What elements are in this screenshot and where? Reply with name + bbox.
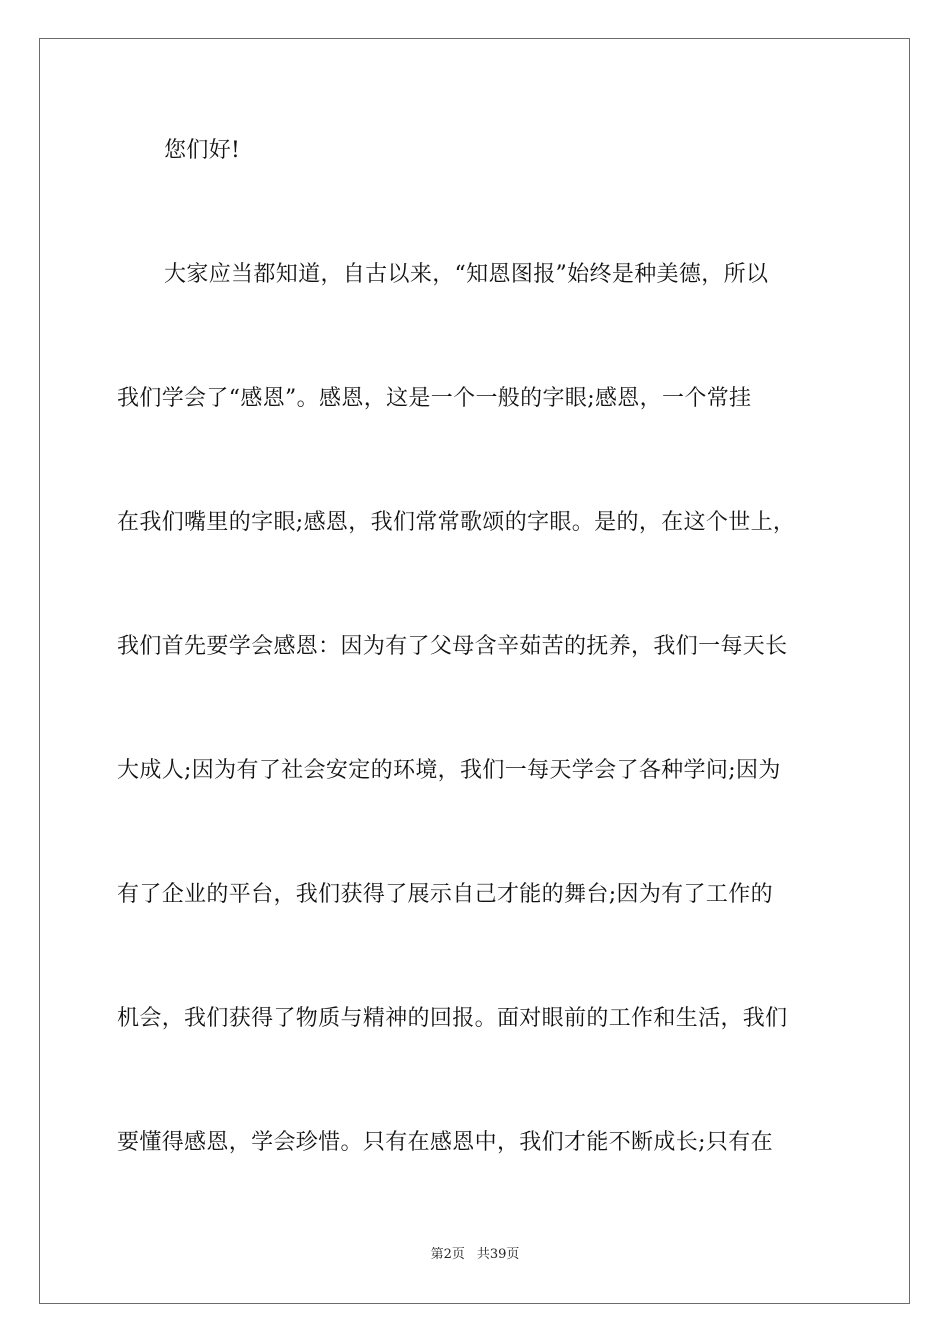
- paragraph-line: 大成人;因为有了社会安定的环境，我们一每天学会了各种学问;因为: [117, 758, 781, 783]
- greeting-line: 您们好!: [164, 138, 241, 163]
- page-total: 共39页: [476, 1247, 520, 1262]
- page-footer: [0, 1246, 950, 1264]
- paragraph-line: 在我们嘴里的字眼;感恩，我们常常歌颂的字眼。是的，在这个世上，: [117, 510, 796, 535]
- paragraph-line: 要懂得感恩，学会珍惜。只有在感恩中，我们才能不断成长;只有在: [117, 1130, 773, 1155]
- paragraph-line: 我们学会了“感恩”。感恩，这是一个一般的字眼;感恩，一个常挂: [117, 386, 752, 411]
- page-frame: [39, 38, 910, 1304]
- paragraph-line: 大家应当都知道，自古以来，“知恩图报”始终是种美德，所以: [164, 262, 769, 287]
- paragraph-line: 有了企业的平台，我们获得了展示自己才能的舞台;因为有了工作的: [117, 882, 773, 907]
- paragraph-line: 我们首先要学会感恩：因为有了父母含辛茹苦的抚养，我们一每天长: [117, 634, 788, 659]
- page-number: 第2页: [430, 1247, 465, 1262]
- paragraph-line: 机会，我们获得了物质与精神的回报。面对眼前的工作和生活，我们: [117, 1006, 788, 1031]
